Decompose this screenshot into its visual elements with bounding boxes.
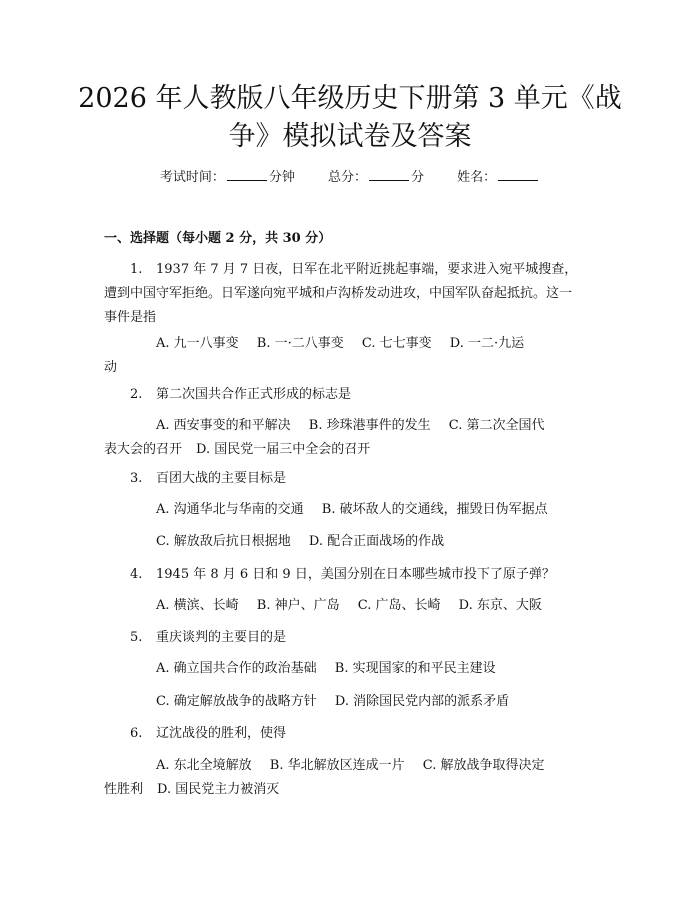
score-unit: 分: [411, 170, 425, 185]
exam-title: [70, 80, 630, 156]
time-blank[interactable]: [227, 168, 267, 181]
question-6-options: [104, 754, 596, 802]
question-number: 2.: [130, 387, 143, 402]
option-c[interactable]: C. 广岛、长崎: [357, 598, 441, 613]
question-stem: 第二次国共合作正式形成的标志是: [156, 387, 352, 402]
question-4: [104, 563, 596, 587]
option-b[interactable]: B. 华北解放区连成一片: [269, 758, 405, 773]
option-a[interactable]: A. 确立国共合作的政治基础: [156, 661, 317, 676]
option-c[interactable]: C. 第二次全国代: [448, 418, 545, 433]
option-d[interactable]: D. 东京、大阪: [458, 598, 542, 613]
exam-meta: [0, 168, 700, 188]
question-5-options-row-1: [104, 657, 596, 681]
option-d[interactable]: D. 一二·九运: [449, 336, 525, 351]
option-b[interactable]: B. 实现国家的和平民主建设: [334, 661, 496, 676]
question-1-options: [104, 332, 596, 380]
option-b[interactable]: B. 破坏敌人的交通线，摧毁日伪军据点: [321, 502, 548, 517]
question-5: [104, 626, 596, 650]
title-line-2: 争》模拟试卷及答案: [228, 121, 472, 152]
question-number: 3.: [130, 471, 143, 486]
option-a[interactable]: A. 沟通华北与华南的交通: [156, 502, 304, 517]
question-stem: 百团大战的主要目标是: [156, 471, 287, 486]
question-number: 1.: [130, 262, 143, 277]
option-wrap: 动: [104, 360, 118, 375]
question-stem: 1937 年 7 月 7 日夜，日军在北平附近挑起事端，要求进入宛平城搜查，: [156, 262, 578, 277]
option-b[interactable]: B. 珍珠港事件的发生: [308, 418, 431, 433]
question-3: [104, 467, 596, 491]
question-6: [104, 722, 596, 746]
question-2: [104, 383, 596, 407]
question-1: [104, 258, 596, 330]
time-unit: 分钟: [268, 170, 295, 185]
option-a[interactable]: A. 横滨、长崎: [156, 598, 239, 613]
question-number: 6.: [130, 726, 143, 741]
question-3-options-row-2: [104, 530, 596, 554]
question-2-options: [104, 414, 596, 462]
section-title: 一、选择题（每小题 2 分，共 30 分）: [104, 231, 332, 246]
option-d[interactable]: D. 国民党一届三中全会的召开: [196, 442, 371, 457]
option-c[interactable]: C. 确定解放战争的战略方针: [156, 694, 317, 709]
option-wrap: 性胜利: [104, 782, 144, 797]
question-stem-cont: 遭到中国守军拒绝。日军遂向宛平城和卢沟桥发动进攻，中国军队奋起抵抗。这一: [104, 286, 573, 301]
option-b[interactable]: B. 一·二八事变: [256, 336, 344, 351]
option-d[interactable]: D. 配合正面战场的作战: [308, 534, 445, 549]
question-stem: 重庆谈判的主要目的是: [156, 630, 287, 645]
option-d[interactable]: D. 国民党主力被消灭: [157, 782, 280, 797]
option-wrap: 表大会的召开: [104, 442, 183, 457]
option-b[interactable]: B. 神户、广岛: [256, 598, 340, 613]
question-4-options: [104, 594, 596, 618]
option-a[interactable]: A. 东北全境解放: [156, 758, 252, 773]
time-label: 考试时间：: [159, 170, 225, 185]
question-stem-cont: 事件是指: [104, 310, 157, 325]
option-c[interactable]: C. 解放敌后抗日根据地: [156, 534, 291, 549]
question-number: 5.: [130, 630, 143, 645]
title-line-1: 2026 年人教版八年级历史下册第 3 单元《战: [78, 83, 622, 114]
option-d[interactable]: D. 消除国民党内部的派系矛盾: [334, 694, 510, 709]
score-label: 总分：: [327, 170, 367, 185]
question-5-options-row-2: [104, 690, 596, 714]
option-c[interactable]: C. 七七事变: [361, 336, 432, 351]
option-a[interactable]: A. 九一八事变: [156, 336, 239, 351]
question-3-options-row-1: [104, 498, 596, 522]
question-number: 4.: [130, 567, 143, 582]
option-c[interactable]: C. 解放战争取得决定: [422, 758, 545, 773]
option-a[interactable]: A. 西安事变的和平解决: [156, 418, 291, 433]
question-stem: 辽沈战役的胜利，使得: [156, 726, 287, 741]
name-blank[interactable]: [498, 168, 538, 181]
name-label: 姓名：: [457, 170, 497, 185]
score-blank[interactable]: [369, 168, 409, 181]
question-stem: 1945 年 8 月 6 日和 9 日，美国分别在日本哪些城市投下了原子弹？: [156, 567, 555, 582]
